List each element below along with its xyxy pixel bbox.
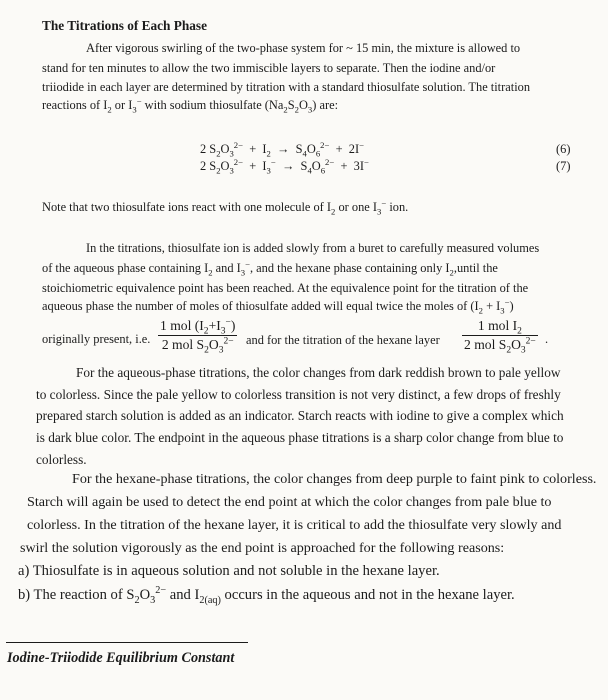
paragraph-line: stand for ten minutes to allow the two immiscible layers to separate. Then the iodine and/or: [42, 61, 496, 75]
paragraph-line: prepared starch solution is added as an indicator. Starch reacts with iodine to give a complex which: [36, 408, 564, 423]
equation-number: (7): [556, 159, 571, 173]
paragraph-line: triiodide in each layer are determined by titration with a standard thiosulfate solution. The titration: [42, 80, 531, 94]
paragraph-line: to colorless. Since the pale yellow to colorless transition is not very distinct, a few drops of freshly: [36, 387, 561, 402]
paragraph-line: In the titrations, thiosulfate ion is added slowly from a buret to carefully measured volumes: [86, 241, 540, 255]
equation-7: 2 $S_2O_3^{2-} + I_3^- \to S_4O_6^{2-} + 3I^-$: [200, 156, 369, 176]
paragraph-line: originally present, i.e.: [42, 332, 151, 346]
paragraph-line: aqueous phase the number of moles of thiosulfate added will equal twice the moles of $(I_2 + I_3^-)$: [42, 296, 514, 316]
period-mark: .: [545, 332, 549, 346]
equation-number: (6): [556, 142, 571, 156]
paragraph-line: Starch will again be used to detect the end point at which the color changes from pale blue to: [27, 494, 552, 510]
mole-ratio-fraction-aqueous: 1 mol $(I_2+I_3^-)$ 2 mol $S_2O_3^{2-}$: [160, 317, 236, 356]
note-line: Note that two thiosulfate ions react with one molecule of $I_2$ or one $I_3^-$ ion.: [42, 197, 409, 217]
paragraph-line: After vigorous swirling of the two-phase system for ~ 15 min, the mixture is allowed to: [86, 41, 521, 55]
next-section-heading: Iodine-Triiodide Equilibrium Constant: [7, 650, 235, 666]
paragraph-line: reactions of $I_2$ or $I_3^-$ with sodium thiosulfate $(Na_2S_2O_3)$ are:: [42, 95, 339, 115]
paragraph-line: For the aqueous-phase titrations, the color changes from dark reddish brown to pale yellow: [76, 365, 561, 380]
list-item-a: a) Thiosulfate is in aqueous solution and not soluble in the hexane layer.: [18, 563, 440, 579]
paragraph-line: of the aqueous phase containing $I_2$ and $I_3^-$, and the hexane phase containing only $I_2,until$ the: [42, 258, 498, 278]
paragraph-line: is dark blue color. The endpoint in the aqueous phase titrations is a sharp color change from blue to: [36, 430, 564, 445]
section-title: The Titrations of Each Phase: [42, 18, 207, 33]
section-divider: [6, 642, 248, 643]
paragraph-line: and for the titration of the hexane layer: [246, 333, 440, 347]
paragraph-line: swirl the solution vigorously as the end point is approached for the following reasons:: [20, 540, 505, 556]
equation-6: 2 $S_2O_3^{2-} + I_2 \to S_4O_6^{2-} + 2I^-$: [200, 139, 364, 159]
paragraph-line: colorless.: [36, 452, 87, 467]
paragraph-line: For the hexane-phase titrations, the color changes from deep purple to faint pink to colorless.: [72, 471, 597, 487]
mole-ratio-fraction-hexane: 1 mol $I_2$ 2 mol $S_2O_3^{2-}$: [464, 318, 536, 356]
paragraph-line: colorless. In the titration of the hexane layer, it is critical to add the thiosulfate very slowly and: [27, 517, 562, 533]
list-item-b: b) The reaction of $S_2O_3^{2-}$ and $I_{2(aq)}$ occurs in the aqueous and not in the hexane layer.: [18, 585, 515, 606]
paragraph-line: stoichiometric equivalence point has been reached. At the equivalence point for the titration of the: [42, 281, 529, 295]
